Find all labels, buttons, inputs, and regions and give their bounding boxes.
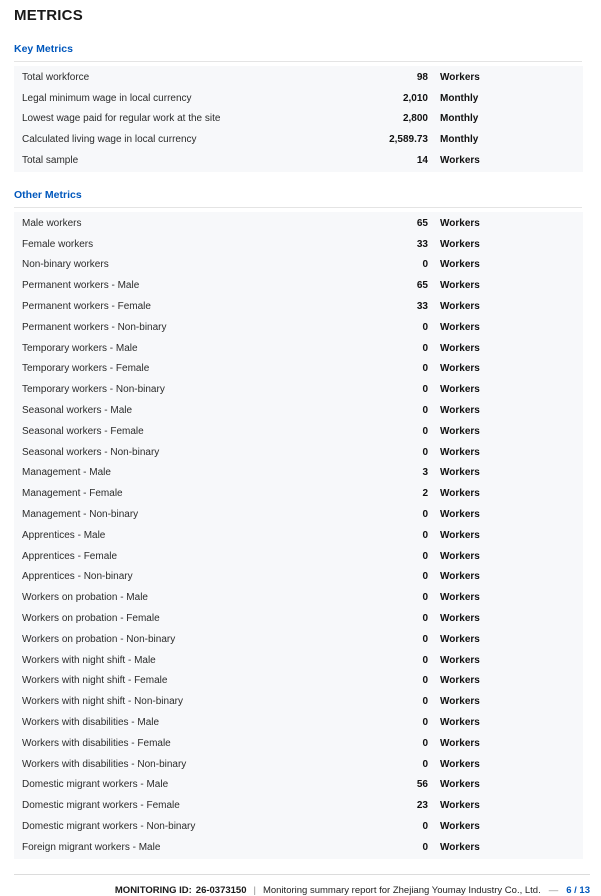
metric-unit: Workers <box>440 654 480 666</box>
metric-label: Female workers <box>22 238 94 250</box>
metric-row <box>14 671 583 692</box>
metric-row <box>14 463 583 484</box>
metric-unit: Workers <box>440 550 480 562</box>
metric-row <box>14 129 583 150</box>
metric-value: 0 <box>422 758 428 770</box>
metric-row <box>14 359 583 380</box>
metric-row <box>14 691 583 712</box>
metric-row <box>14 504 583 525</box>
metric-value: 0 <box>422 571 428 583</box>
metric-row <box>14 88 583 109</box>
metric-unit: Workers <box>440 841 480 853</box>
metric-value: 0 <box>422 321 428 333</box>
metric-label: Workers with night shift - Female <box>22 675 168 687</box>
metric-value: 2,010 <box>402 92 428 104</box>
metric-value: 0 <box>422 717 428 728</box>
key-metrics-table <box>14 66 583 172</box>
metric-label: Legal minimum wage in local currency <box>22 92 192 104</box>
metric-value: 3 <box>422 467 428 479</box>
metric-row <box>14 150 583 171</box>
metric-unit: Workers <box>440 613 480 625</box>
metric-unit: Monthly <box>440 113 479 125</box>
metric-value: 33 <box>416 301 428 313</box>
metric-unit: Workers <box>440 363 480 375</box>
metric-label: Seasonal workers - Female <box>22 425 144 437</box>
metric-unit: Monthly <box>440 134 479 146</box>
metric-label: Management - Male <box>22 467 111 479</box>
metric-row <box>14 400 583 421</box>
metric-row <box>14 567 583 588</box>
metric-label: Workers with disabilities - Non-binary <box>22 758 187 770</box>
metric-row <box>14 421 583 442</box>
page-number: 6 / 13 <box>566 884 590 896</box>
metric-label: Total sample <box>22 155 79 167</box>
metric-row <box>14 816 583 837</box>
metric-row <box>14 255 583 276</box>
metric-value: 65 <box>416 280 428 292</box>
metric-unit: Workers <box>440 155 480 167</box>
metric-label: Apprentices - Non-binary <box>22 571 133 583</box>
metric-unit: Workers <box>440 301 480 313</box>
metric-label: Calculated living wage in local currency <box>22 134 197 146</box>
metric-value: 14 <box>416 155 428 167</box>
metric-row <box>14 650 583 671</box>
metric-row <box>14 525 583 546</box>
section-heading-other-metrics: Other Metrics <box>14 189 582 208</box>
metric-row <box>14 546 583 567</box>
metric-label: Workers with night shift - Male <box>22 654 156 666</box>
monitoring-id-label: MONITORING ID: <box>114 884 192 896</box>
metric-unit: Workers <box>440 820 480 832</box>
metric-row <box>14 483 583 504</box>
metric-unit: Workers <box>440 571 480 583</box>
metric-value: 0 <box>422 737 428 749</box>
metric-unit: Workers <box>440 488 480 500</box>
metric-label: Seasonal workers - Non-binary <box>22 446 160 458</box>
other-metrics-table <box>14 212 583 859</box>
metric-value: 0 <box>422 820 428 832</box>
metric-value: 0 <box>422 509 428 521</box>
metric-row <box>14 608 583 629</box>
metric-value: 65 <box>416 217 428 229</box>
metric-row <box>14 837 583 858</box>
metric-value: 0 <box>422 259 428 271</box>
metric-value: 0 <box>422 405 428 417</box>
metric-value: 0 <box>422 342 428 354</box>
metric-label: Permanent workers - Male <box>22 280 140 292</box>
metric-value: 0 <box>422 675 428 687</box>
metric-value: 2,589.73 <box>389 134 428 146</box>
metric-value: 0 <box>422 550 428 562</box>
metric-value: 0 <box>422 633 428 645</box>
metric-label: Domestic migrant workers - Female <box>22 800 180 812</box>
metric-unit: Workers <box>440 425 480 437</box>
metric-row <box>14 733 583 754</box>
metric-unit: Workers <box>440 509 480 521</box>
metric-value: 0 <box>422 425 428 437</box>
metric-row <box>14 442 583 463</box>
metric-row <box>14 275 583 296</box>
metric-label: Workers on probation - Female <box>22 613 160 625</box>
metric-unit: Workers <box>440 384 480 396</box>
metric-row <box>14 754 583 775</box>
metric-label: Workers with night shift - Non-binary <box>22 696 183 708</box>
metric-label: Permanent workers - Non-binary <box>22 321 167 333</box>
metric-value: 0 <box>422 446 428 458</box>
metric-row <box>14 379 583 400</box>
metric-label: Temporary workers - Male <box>22 342 138 354</box>
metric-label: Lowest wage paid for regular work at the site <box>22 113 221 125</box>
metric-label: Non-binary workers <box>22 259 109 271</box>
metric-unit: Workers <box>440 737 480 749</box>
metric-unit: Workers <box>440 529 480 541</box>
metric-unit: Workers <box>440 238 480 250</box>
metric-label: Apprentices - Female <box>22 550 118 562</box>
metric-label: Management - Non-binary <box>22 509 139 521</box>
metric-value: 0 <box>422 696 428 708</box>
metric-label: Temporary workers - Female <box>22 363 150 375</box>
metric-value: 0 <box>422 384 428 396</box>
metric-unit: Workers <box>440 446 480 458</box>
metric-value: 56 <box>416 779 428 791</box>
metric-value: 2,800 <box>402 113 428 125</box>
metric-label: Total workforce <box>22 71 90 83</box>
metric-row <box>14 234 583 255</box>
footer-dash: — <box>548 884 559 896</box>
report-title: Monitoring summary report for Zhejiang Youmay Industry Co., Ltd. <box>262 884 541 896</box>
metric-value: 0 <box>422 654 428 666</box>
metric-value: 23 <box>416 800 428 812</box>
metric-row <box>14 629 583 650</box>
metric-unit: Workers <box>440 758 480 770</box>
metric-label: Workers on probation - Non-binary <box>22 633 176 645</box>
metric-value: 0 <box>422 841 428 853</box>
metric-row <box>14 338 583 359</box>
metric-value: 33 <box>416 238 428 250</box>
metric-row <box>14 109 583 130</box>
metric-unit: Workers <box>440 259 480 271</box>
page-footer <box>14 875 590 896</box>
metric-row <box>14 587 583 608</box>
metric-value: 98 <box>416 71 428 83</box>
metric-unit: Workers <box>440 592 480 604</box>
metric-label: Seasonal workers - Male <box>22 405 133 417</box>
metric-label: Management - Female <box>22 488 123 500</box>
metric-unit: Workers <box>440 280 480 292</box>
monitoring-id-value: 26-0373150 <box>195 884 247 896</box>
metric-label: Male workers <box>22 217 82 229</box>
metric-label: Domestic migrant workers - Non-binary <box>22 820 196 832</box>
metric-unit: Workers <box>440 217 480 229</box>
footer-separator: | <box>253 884 256 896</box>
metric-value: 0 <box>422 529 428 541</box>
metric-row <box>14 775 583 796</box>
section-heading-key-metrics: Key Metrics <box>14 43 582 62</box>
metric-row <box>14 213 583 234</box>
page-title: METRICS <box>14 7 83 24</box>
metric-row <box>14 67 583 88</box>
metric-unit: Workers <box>440 71 480 83</box>
metric-row <box>14 795 583 816</box>
metric-row <box>14 317 583 338</box>
metric-unit: Workers <box>440 321 480 333</box>
metric-label: Temporary workers - Non-binary <box>22 384 165 396</box>
metric-unit: Workers <box>440 467 480 479</box>
metric-unit: Workers <box>440 675 480 687</box>
metric-label: Domestic migrant workers - Male <box>22 779 169 791</box>
metric-label: Workers with disabilities - Male <box>22 717 160 728</box>
metric-value: 0 <box>422 363 428 375</box>
metric-row <box>14 296 583 317</box>
metric-value: 2 <box>422 488 428 500</box>
metric-unit: Workers <box>440 696 480 708</box>
metric-label: Workers with disabilities - Female <box>22 737 171 749</box>
metric-unit: Workers <box>440 342 480 354</box>
metric-label: Permanent workers - Female <box>22 301 151 313</box>
metric-unit: Workers <box>440 717 480 728</box>
metric-unit: Workers <box>440 633 480 645</box>
metric-label: Apprentices - Male <box>22 529 106 541</box>
metric-unit: Monthly <box>440 92 479 104</box>
metric-unit: Workers <box>440 800 480 812</box>
metric-label: Foreign migrant workers - Male <box>22 841 161 853</box>
metric-label: Workers on probation - Male <box>22 592 148 604</box>
metric-value: 0 <box>422 592 428 604</box>
metric-unit: Workers <box>440 779 480 791</box>
metric-value: 0 <box>422 613 428 625</box>
metric-row <box>14 712 583 733</box>
metric-unit: Workers <box>440 405 480 417</box>
